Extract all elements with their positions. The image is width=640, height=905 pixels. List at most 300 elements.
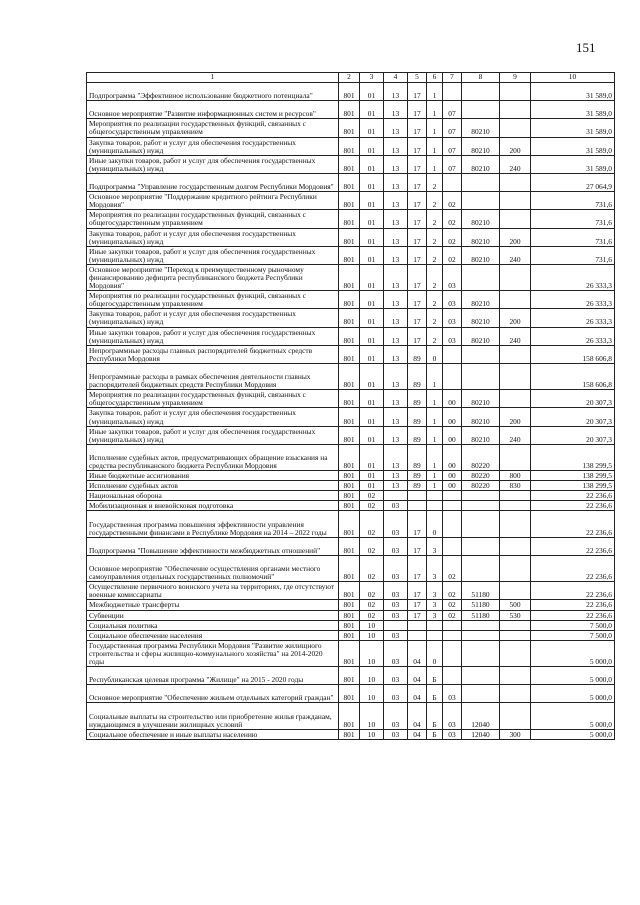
code-cell: 80210 (462, 408, 500, 426)
code-cell: Б (427, 685, 443, 703)
code-cell (500, 390, 531, 408)
code-cell: 2 (427, 291, 443, 309)
code-cell: 02 (443, 246, 462, 264)
code-cell: 02 (443, 192, 462, 210)
row-name: Иные закупки товаров, работ и услуг для обеспечения государственных (муниципальных) нужд (87, 155, 339, 173)
code-cell: 80210 (462, 228, 500, 246)
row-name: Закупка товаров, работ и услуг для обеспечения государственных (муниципальных) нужд (87, 228, 339, 246)
code-cell: 13 (384, 155, 408, 173)
code-cell: 01 (360, 192, 384, 210)
code-cell: Б (427, 729, 443, 739)
code-cell: 89 (408, 444, 427, 470)
row-name: Подпрограмма "Повышение эффективности межбюджетных отношений" (87, 537, 339, 555)
amount-cell: 22 236,6 (531, 501, 615, 511)
row-name: Основное мероприятие "Обеспечение жильем отдельных категорий граждан" (87, 685, 339, 703)
code-cell: 17 (408, 327, 427, 345)
code-cell: 02 (360, 582, 384, 600)
code-cell: 17 (408, 582, 427, 600)
table-row (87, 471, 615, 481)
row-name: Мероприятия по реализации государственных функций, связанных с общегосударственным управлением (87, 291, 339, 309)
code-cell (500, 83, 531, 101)
code-cell: 13 (384, 471, 408, 481)
code-cell (500, 210, 531, 228)
code-cell: 03 (384, 555, 408, 581)
amount-cell: 22 236,6 (531, 610, 615, 620)
code-cell: 13 (384, 309, 408, 327)
row-name: Исполнение судебных актов (87, 481, 339, 491)
code-cell: 80210 (462, 210, 500, 228)
row-name: Подпрограмма "Эффективное использование бюджетного потенциала" (87, 83, 339, 101)
code-cell: 01 (360, 137, 384, 155)
code-cell (462, 264, 500, 290)
code-cell: 13 (384, 481, 408, 491)
code-cell: 00 (443, 481, 462, 491)
code-cell: 01 (360, 471, 384, 481)
amount-cell: 5 000,0 (531, 667, 615, 685)
code-cell: 01 (360, 390, 384, 408)
amount-cell: 7 500,0 (531, 620, 615, 630)
code-cell: 17 (408, 137, 427, 155)
code-cell (427, 630, 443, 640)
code-cell: 80220 (462, 471, 500, 481)
code-cell: 240 (500, 155, 531, 173)
code-cell: 2 (427, 327, 443, 345)
code-cell: 2 (427, 264, 443, 290)
code-cell (443, 620, 462, 630)
amount-cell: 5 000,0 (531, 729, 615, 739)
code-cell: 17 (408, 119, 427, 137)
code-cell: 300 (500, 729, 531, 739)
code-cell: 801 (339, 685, 360, 703)
code-cell: 13 (384, 83, 408, 101)
code-cell: 02 (443, 210, 462, 228)
code-cell: 01 (360, 345, 384, 363)
column-header: 7 (443, 73, 462, 83)
code-cell (500, 444, 531, 470)
code-cell (462, 192, 500, 210)
row-name: Основное мероприятие "Переход к преимущественному рыночному финансированию дефицита республиканского бюджета Республики Мордовия" (87, 264, 339, 290)
amount-cell: 26 333,3 (531, 264, 615, 290)
code-cell: 13 (384, 173, 408, 191)
code-cell: 80210 (462, 246, 500, 264)
row-name: Национальная оборона (87, 491, 339, 501)
code-cell: 2 (427, 309, 443, 327)
code-cell: 801 (339, 582, 360, 600)
table-row (87, 703, 615, 729)
column-header: 8 (462, 73, 500, 83)
code-cell (500, 119, 531, 137)
table-row (87, 137, 615, 155)
row-name: Исполнение судебных актов, предусматривающих обращение взыскания на средства республиканского бюджета Республики Мордовия (87, 444, 339, 470)
code-cell (462, 83, 500, 101)
code-cell: 801 (339, 264, 360, 290)
code-cell (443, 537, 462, 555)
code-cell (384, 491, 408, 501)
code-cell (462, 537, 500, 555)
code-cell: 801 (339, 155, 360, 173)
code-cell: 04 (408, 729, 427, 739)
row-name: Государственная программа Республики Мордовия "Развитие жилищного строительства и сферы жилищно-коммунального хозяйства" на 2014-2020 годы (87, 640, 339, 666)
budget-table (86, 72, 615, 740)
code-cell: 03 (384, 630, 408, 640)
code-cell: 03 (384, 511, 408, 537)
table-row (87, 309, 615, 327)
table-row (87, 667, 615, 685)
code-cell: 02 (443, 555, 462, 581)
table-row (87, 363, 615, 389)
code-cell: 17 (408, 537, 427, 555)
amount-cell: 5 000,0 (531, 640, 615, 666)
row-name: Социальное обеспечение населения (87, 630, 339, 640)
row-name: Основное мероприятие "Развитие информационных систем и ресурсов" (87, 101, 339, 119)
table-row (87, 582, 615, 600)
code-cell: 01 (360, 228, 384, 246)
code-cell (500, 555, 531, 581)
code-cell: 1 (427, 83, 443, 101)
amount-cell: 731,6 (531, 228, 615, 246)
code-cell: 10 (360, 640, 384, 666)
code-cell: 80220 (462, 444, 500, 470)
code-cell (500, 703, 531, 729)
code-cell: 17 (408, 246, 427, 264)
row-name: Непрограммные расходы главных распорядителей бюджетных средств Республики Мордовия (87, 345, 339, 363)
code-cell (500, 630, 531, 640)
code-cell: 01 (360, 408, 384, 426)
code-cell: 00 (443, 444, 462, 470)
code-cell: 801 (339, 137, 360, 155)
code-cell: 240 (500, 426, 531, 444)
amount-cell: 731,6 (531, 246, 615, 264)
code-cell: 2 (427, 210, 443, 228)
code-cell: 13 (384, 137, 408, 155)
code-cell: 1 (427, 101, 443, 119)
code-cell: 17 (408, 210, 427, 228)
code-cell: 200 (500, 309, 531, 327)
table-row (87, 210, 615, 228)
code-cell: 13 (384, 210, 408, 228)
code-cell: 530 (500, 610, 531, 620)
code-cell: 1 (427, 363, 443, 389)
amount-cell: 20 307,3 (531, 426, 615, 444)
row-name: Закупка товаров, работ и услуг для обеспечения государственных (муниципальных) нужд (87, 408, 339, 426)
code-cell (462, 640, 500, 666)
table-row (87, 291, 615, 309)
code-cell (462, 555, 500, 581)
table-row (87, 491, 615, 501)
code-cell: 80210 (462, 327, 500, 345)
code-cell: 801 (339, 471, 360, 481)
code-cell: 801 (339, 408, 360, 426)
code-cell: 0 (427, 511, 443, 537)
amount-cell: 158 606,8 (531, 345, 615, 363)
code-cell (443, 345, 462, 363)
code-cell: 17 (408, 309, 427, 327)
table-row (87, 501, 615, 511)
code-cell: 89 (408, 471, 427, 481)
table-row (87, 390, 615, 408)
code-cell (443, 491, 462, 501)
code-cell: 801 (339, 309, 360, 327)
code-cell: 801 (339, 491, 360, 501)
code-cell: 80210 (462, 137, 500, 155)
table-row (87, 327, 615, 345)
column-header: 1 (87, 73, 339, 83)
code-cell: 801 (339, 173, 360, 191)
code-cell: 13 (384, 327, 408, 345)
row-name: Мероприятия по реализации государственных функций, связанных с общегосударственным управлением (87, 210, 339, 228)
code-cell: 3 (427, 582, 443, 600)
code-cell: 03 (384, 685, 408, 703)
code-cell: 13 (384, 426, 408, 444)
amount-cell: 20 307,3 (531, 390, 615, 408)
code-cell: 02 (443, 582, 462, 600)
code-cell: 51180 (462, 600, 500, 610)
code-cell: 03 (443, 703, 462, 729)
code-cell: 02 (360, 600, 384, 610)
code-cell: 10 (360, 703, 384, 729)
code-cell: 02 (360, 610, 384, 620)
code-cell: 801 (339, 390, 360, 408)
amount-cell: 22 236,6 (531, 555, 615, 581)
code-cell: 2 (427, 228, 443, 246)
amount-cell: 7 500,0 (531, 630, 615, 640)
code-cell: 01 (360, 246, 384, 264)
code-cell: 17 (408, 291, 427, 309)
code-cell (500, 192, 531, 210)
code-cell (500, 582, 531, 600)
table-row (87, 511, 615, 537)
amount-cell: 138 299,5 (531, 471, 615, 481)
code-cell: 01 (360, 101, 384, 119)
row-name: Основное мероприятие "Поддержание кредитного рейтинга Республики Мордовия" (87, 192, 339, 210)
row-name: Субвенции (87, 610, 339, 620)
code-cell: 13 (384, 228, 408, 246)
code-cell: 01 (360, 327, 384, 345)
code-cell (443, 630, 462, 640)
code-cell: 2 (427, 246, 443, 264)
code-cell: 07 (443, 155, 462, 173)
amount-cell: 22 236,6 (531, 491, 615, 501)
row-name: Иные закупки товаров, работ и услуг для обеспечения государственных (муниципальных) нужд (87, 426, 339, 444)
code-cell: 02 (360, 511, 384, 537)
code-cell: 03 (384, 501, 408, 511)
code-cell (500, 101, 531, 119)
code-cell: 801 (339, 210, 360, 228)
code-cell: 13 (384, 192, 408, 210)
table-header-row (87, 73, 615, 83)
amount-cell: 22 236,6 (531, 511, 615, 537)
code-cell: 00 (443, 471, 462, 481)
code-cell: 801 (339, 667, 360, 685)
code-cell: 03 (443, 309, 462, 327)
code-cell (443, 173, 462, 191)
code-cell: 17 (408, 511, 427, 537)
code-cell: 1 (427, 119, 443, 137)
amount-cell: 731,6 (531, 210, 615, 228)
code-cell: 17 (408, 610, 427, 620)
code-cell: 01 (360, 363, 384, 389)
code-cell: 00 (443, 408, 462, 426)
amount-cell: 5 000,0 (531, 703, 615, 729)
code-cell: 80210 (462, 390, 500, 408)
code-cell: 1 (427, 137, 443, 155)
table-row (87, 685, 615, 703)
code-cell: 1 (427, 426, 443, 444)
code-cell (500, 264, 531, 290)
code-cell: 801 (339, 119, 360, 137)
code-cell: 02 (443, 600, 462, 610)
code-cell: 03 (384, 703, 408, 729)
code-cell: 200 (500, 137, 531, 155)
code-cell: 13 (384, 363, 408, 389)
code-cell: 03 (384, 610, 408, 620)
row-name: Мероприятия по реализации государственных функций, связанных с общегосударственным управлением (87, 390, 339, 408)
code-cell (408, 620, 427, 630)
code-cell: 10 (360, 685, 384, 703)
code-cell: 03 (384, 667, 408, 685)
column-header: 9 (500, 73, 531, 83)
code-cell: 89 (408, 345, 427, 363)
amount-cell: 5 000,0 (531, 685, 615, 703)
amount-cell: 138 299,5 (531, 444, 615, 470)
code-cell: 01 (360, 83, 384, 101)
code-cell: 1 (427, 471, 443, 481)
code-cell (500, 173, 531, 191)
code-cell: 801 (339, 83, 360, 101)
code-cell: 03 (443, 264, 462, 290)
table-row (87, 83, 615, 101)
amount-cell: 138 299,5 (531, 481, 615, 491)
code-cell: 13 (384, 291, 408, 309)
code-cell: 10 (360, 667, 384, 685)
row-name: Закупка товаров, работ и услуг для обеспечения государственных (муниципальных) нужд (87, 137, 339, 155)
row-name: Иные закупки товаров, работ и услуг для обеспечения государственных (муниципальных) нужд (87, 246, 339, 264)
code-cell: 2 (427, 192, 443, 210)
code-cell (462, 501, 500, 511)
row-name: Социальные выплаты на строительство или приобретение жилья гражданам, нуждающимся в улучшении жилищных условий (87, 703, 339, 729)
table-row (87, 444, 615, 470)
table-row (87, 155, 615, 173)
code-cell: 1 (427, 408, 443, 426)
code-cell: 240 (500, 327, 531, 345)
code-cell: 89 (408, 390, 427, 408)
table-body (87, 83, 615, 740)
code-cell: 03 (384, 729, 408, 739)
code-cell: 10 (360, 630, 384, 640)
row-name: Государственная программа повышения эффективности управления государственными финансами в Республике Мордовия на 2014 – 2022 годы (87, 511, 339, 537)
table-row (87, 101, 615, 119)
code-cell (443, 667, 462, 685)
amount-cell: 26 333,3 (531, 309, 615, 327)
code-cell (500, 491, 531, 501)
page-number: 151 (576, 40, 596, 55)
code-cell: 03 (384, 640, 408, 666)
code-cell: 80210 (462, 309, 500, 327)
code-cell: 13 (384, 444, 408, 470)
code-cell: 0 (427, 640, 443, 666)
code-cell (462, 363, 500, 389)
code-cell: 80210 (462, 155, 500, 173)
code-cell (500, 685, 531, 703)
row-name: Иные бюджетные ассигнования (87, 471, 339, 481)
code-cell: 80210 (462, 119, 500, 137)
row-name: Основное мероприятие "Обеспечение осуществления органами местного самоуправления отдельных государственных полномочий" (87, 555, 339, 581)
table-row (87, 729, 615, 739)
column-header: 10 (531, 73, 615, 83)
row-name: Осуществление первичного воинского учета на территориях, где отсутствуют военные комиссариаты (87, 582, 339, 600)
code-cell: 3 (427, 537, 443, 555)
amount-cell: 31 589,0 (531, 155, 615, 173)
amount-cell: 22 236,6 (531, 537, 615, 555)
code-cell: 12040 (462, 703, 500, 729)
code-cell (427, 620, 443, 630)
code-cell: 03 (384, 600, 408, 610)
code-cell: 02 (443, 610, 462, 620)
code-cell: 1 (427, 155, 443, 173)
code-cell: 801 (339, 537, 360, 555)
code-cell: 801 (339, 444, 360, 470)
code-cell: 801 (339, 327, 360, 345)
code-cell: 17 (408, 600, 427, 610)
column-header: 2 (339, 73, 360, 83)
code-cell: 1 (427, 390, 443, 408)
code-cell: 00 (443, 390, 462, 408)
code-cell (500, 363, 531, 389)
code-cell (500, 620, 531, 630)
code-cell (462, 491, 500, 501)
code-cell: 17 (408, 83, 427, 101)
code-cell: 801 (339, 345, 360, 363)
code-cell (443, 640, 462, 666)
code-cell: 17 (408, 228, 427, 246)
code-cell: 17 (408, 101, 427, 119)
amount-cell: 26 333,3 (531, 291, 615, 309)
amount-cell: 20 307,3 (531, 408, 615, 426)
code-cell: 801 (339, 630, 360, 640)
code-cell: 89 (408, 408, 427, 426)
amount-cell: 158 606,8 (531, 363, 615, 389)
code-cell: 801 (339, 291, 360, 309)
code-cell: 04 (408, 685, 427, 703)
code-cell: 01 (360, 264, 384, 290)
table-row (87, 600, 615, 610)
code-cell: 03 (384, 582, 408, 600)
code-cell: 01 (360, 426, 384, 444)
table-row (87, 630, 615, 640)
code-cell (427, 491, 443, 501)
code-cell: 89 (408, 426, 427, 444)
code-cell (462, 511, 500, 537)
table-row (87, 246, 615, 264)
code-cell (443, 83, 462, 101)
code-cell: 801 (339, 192, 360, 210)
table-row (87, 620, 615, 630)
code-cell: 801 (339, 228, 360, 246)
code-cell: 00 (443, 426, 462, 444)
code-cell: 13 (384, 119, 408, 137)
amount-cell: 22 236,6 (531, 582, 615, 600)
code-cell: 13 (384, 408, 408, 426)
code-cell: 801 (339, 501, 360, 511)
table-row (87, 426, 615, 444)
table-row (87, 119, 615, 137)
row-name: Республиканская целевая программа "Жилище" на 2015 - 2020 годы (87, 667, 339, 685)
code-cell: 01 (360, 444, 384, 470)
code-cell: 01 (360, 309, 384, 327)
code-cell: 04 (408, 703, 427, 729)
code-cell: 801 (339, 640, 360, 666)
code-cell: 200 (500, 228, 531, 246)
